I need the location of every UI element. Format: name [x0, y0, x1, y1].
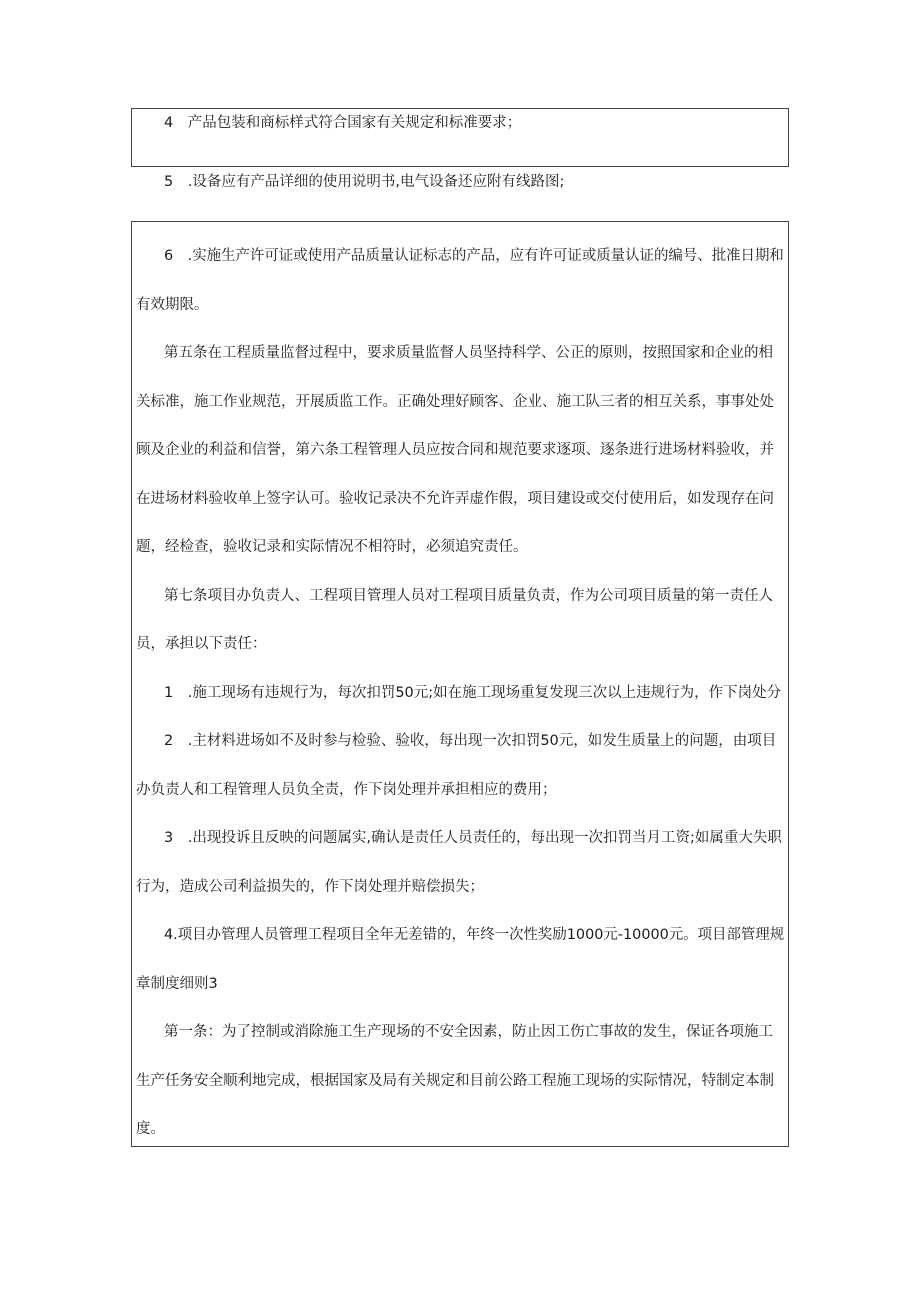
article-7-line-2: 员，承担以下责任： — [136, 636, 267, 652]
duty-2-line-2: 办负责人和工程管理人员负全责，作下岗处理并承担相应的费用； — [136, 782, 557, 798]
item-5: 5 .设备应有产品详细的使用说明书,电气设备还应附有线路图; — [164, 174, 565, 190]
article-5-line-2: 关标准，施工作业规范，开展质监工作。正确处理好顾客、企业、施工队三者的相互关系，事事处处 — [136, 394, 774, 410]
article-1-line-3: 度。 — [136, 1121, 165, 1137]
article-7-line-1: 第七条项目办负责人、工程项目管理人员对工程项目质量负责，作为公司项目质量的第一责任人 — [164, 588, 773, 604]
article-5-line-1: 第五条在工程质量监督过程中，要求质量监督人员坚持科学、公正的原则，按照国家和企业的相 — [164, 345, 773, 361]
duty-4-line-2: 章制度细则3 — [136, 976, 218, 992]
article-5-line-5: 题，经检查，验收记录和实际情况不相符时，必须追究责任。 — [136, 539, 528, 555]
duty-4-line-1: 4.项目办管理人员管理工程项目全年无差错的，年终一次性奖励1000元-10000元。项目部管理规 — [164, 927, 785, 943]
item-6-line-2: 有效期限。 — [136, 297, 209, 313]
duty-1: 1 .施工现场有违规行为，每次扣罚50元;如在施工现场重复发现三次以上违规行为，作下岗处分 — [164, 685, 782, 701]
item-4: 4 产品包装和商标样式符合国家有关规定和标准要求； — [164, 115, 522, 131]
article-1-line-2: 生产任务安全顺利地完成，根据国家及局有关规定和目前公路工程施工现场的实际情况，特制定本制 — [136, 1073, 774, 1089]
duty-3-line-1: 3 .出现投诉且反映的问题属实,确认是责任人员责任的，每出现一次扣罚当月工资;如属重大失职 — [164, 830, 782, 846]
article-5-line-3: 顾及企业的利益和信誉，第六条工程管理人员应按合同和规范要求逐项、逐条进行进场材料验收，并 — [136, 442, 774, 458]
article-1-line-1: 第一条：为了控制或消除施工生产现场的不安全因素，防止因工伤亡事故的发生，保证各项施工 — [164, 1024, 773, 1040]
item-6-line-1: 6 .实施生产许可证或使用产品质量认证标志的产品，应有许可证或质量认证的编号、批准日期和 — [164, 248, 784, 264]
duty-2-line-1: 2 .主材料进场如不及时参与检验、验收，每出现一次扣罚50元，如发生质量上的问题，由项目 — [164, 733, 777, 749]
article-5-line-4: 在进场材料验收单上签字认可。验收记录决不允许弄虚作假，项目建设或交付使用后，如发现存在问 — [136, 491, 774, 507]
duty-3-line-2: 行为，造成公司利益损失的，作下岗处理并赔偿损失； — [136, 879, 484, 895]
